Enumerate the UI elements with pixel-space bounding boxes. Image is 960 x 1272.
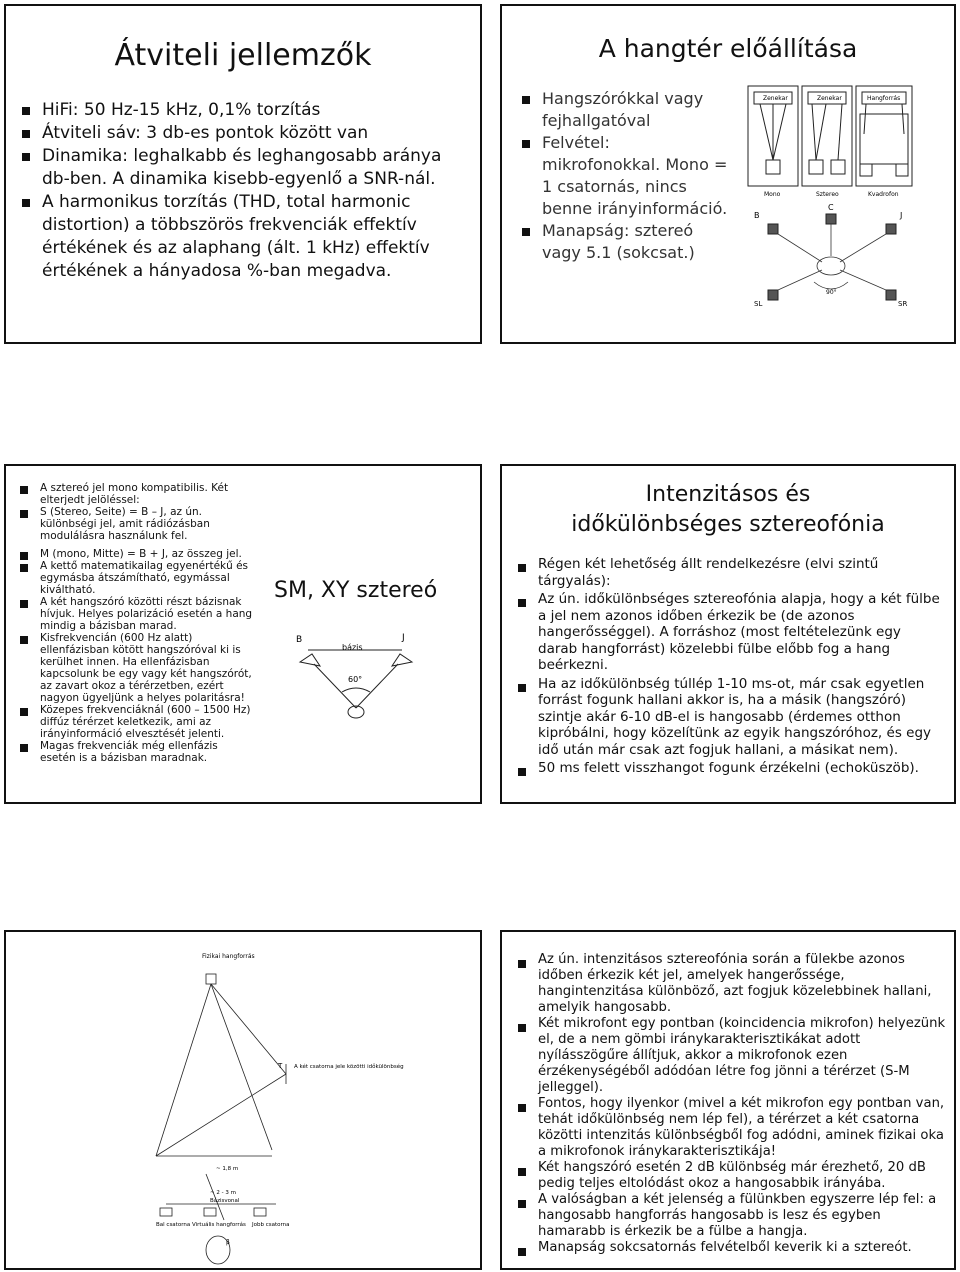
slide-6: [500, 930, 956, 1270]
label-source: Fizikai hangforrás: [202, 953, 255, 960]
list-item: Az ún. intenzitásos sztereofónia során a fülekbe azonos időben érkezik két jel, amelyek hangerőssége, hangintenzitása különböző, azt fogjuk közelebbinek hallani, amelyik hangosabb.: [516, 952, 946, 1016]
list-item: A két hangszóró közötti részt bázisnak hívjuk. Helyes polarizáció esetén a hang mindig a bázisban marad.: [18, 596, 254, 632]
bullet-list: [20, 99, 470, 283]
box-label: Zenekar: [763, 95, 788, 102]
list-item: Két mikrofont egy pontban (koincidencia mikrofon) helyezünk el, de a nem gömbi iránykarakterisztikákat adott nyílásszögűre állítjuk, akkor a mikrofonok ezen érzékenységéből adódóan létre fog jönni a térérzet (S-M jelleggel).: [516, 1016, 946, 1096]
label-sr: SR: [898, 300, 908, 308]
label-center: C: [828, 203, 834, 212]
angle-label: 60°: [348, 675, 363, 684]
list-item: HiFi: 50 Hz-15 kHz, 0,1% torzítás: [20, 99, 470, 122]
slide-2: [500, 4, 956, 344]
label-left: B: [296, 635, 303, 645]
slide-4: [500, 464, 956, 804]
list-item: A harmonikus torzítás (THD, total harmonic distortion) a többszörös frekvenciák effektív értékének és az alaphang (ált. 1 kHz) effektív értékének a hányadosa %-ban megadva.: [20, 191, 470, 283]
label-right: J: [900, 211, 903, 220]
slide-1: [4, 4, 482, 344]
base-label: bázis: [342, 643, 363, 652]
label-left: B: [754, 211, 760, 220]
label-right-channel: Jobb csatorna: [252, 1222, 290, 1228]
bullet-list: [516, 952, 946, 1256]
slide-title: Átviteli jellemzők: [114, 38, 372, 73]
list-item: Felvétel: mikrofonokkal. Mono = 1 csatornás, nincs benne irányinformáció.: [520, 132, 730, 220]
list-item: Két hangszóró esetén 2 dB különbség már érezhető, 20 dB pedig teljes eltolódást okoz a hangosabbik irányába.: [516, 1160, 946, 1192]
list-item: Fontos, hogy ilyenkor (mivel a két mikrofon egy pontban van, tehát időkülönbség nem lép fel), a térérzet a két csatorna közötti intenzitás különbségből fog adódni, aminek fizikai oka a mikrofonok iránykarakterisztikája!: [516, 1096, 946, 1160]
speaker-setup-diagram: [746, 84, 916, 316]
list-item: 50 ms felett visszhangot fogunk érzékelni (echoküszöb).: [516, 760, 944, 777]
list-item: A kettő matematikailag egyenértékű és egymásba átszámítható, egymással kiváltható.: [18, 560, 254, 596]
bullet-list: [18, 482, 254, 764]
label-sl: SL: [754, 300, 763, 308]
box-label: Hangforrás: [867, 95, 901, 102]
slide-title: A hangtér előállítása: [598, 34, 858, 63]
label-t: T: [278, 1062, 283, 1070]
label-dist2: ~ 2 - 3 m: [210, 1190, 236, 1196]
list-item: Az ún. időkülönbséges sztereofónia alapja, hogy a két fülbe a jel nem azonos időben érkezik be (de azonos hangerősséggel). A forráshoz (most feltételezünk egy darab hangforrást) közelebbi fülbe előbb fog a hang beérkezni.: [516, 591, 944, 674]
bullet-list: [520, 88, 730, 264]
time-difference-diagram: [136, 944, 404, 1260]
list-item-text: S (Stereo, Seite) = B – J, az ún. különbségi jel, amit rádiózásban modulálásra használunk fel.: [40, 506, 210, 542]
label-time: A két csatorna jele közötti időkülönbség: [294, 1064, 404, 1070]
slide-3: [4, 464, 482, 804]
bullet-list: [516, 556, 944, 777]
list-item: [18, 548, 254, 560]
label-arrow: β: [226, 1239, 230, 1246]
caption: Sztereo: [816, 191, 839, 198]
label-base: Bázisvonal: [210, 1198, 240, 1204]
label-left-channel: Bal csatorna: [156, 1222, 191, 1228]
base-diagram: [292, 626, 422, 726]
caption: Mono: [764, 191, 781, 198]
list-item: Ha az időkülönbség túllép 1-10 ms-ot, már csak egyetlen forrást fogunk hallani akkor is, ha a másik (hangszóró) szintje akár 6-10 dB-el is hangosabb (érdemes otthon kipróbálni, hogy közelítünk az egyik hangszóróhoz, és egy idő után már csak azt fogjuk hallani, a másikat nem).: [516, 676, 944, 759]
angle-label: 90°: [826, 289, 837, 296]
list-item-text: M (mono, Mitte) = B + J, az összeg jel.: [40, 548, 242, 560]
list-item: Magas frekvenciák még ellenfázis esetén is a bázisban maradnak.: [18, 740, 254, 764]
list-item: Régen két lehetőség állt rendelkezésre (elvi szintű tárgyalás):: [516, 556, 944, 589]
caption: Kvadrofon: [868, 191, 899, 198]
label-virtual: Virtuális hangforrás: [192, 1222, 246, 1228]
list-item: A valóságban a két jelenség a fülünkben egyszerre lép fel: a hangosabb hangforrás hangosabb is lesz és egyben hamarabb is érkezik be a fülbe a hangja.: [516, 1192, 946, 1240]
list-item: Manapság: sztereó vagy 5.1 (sokcsat.): [520, 220, 730, 264]
list-item: Közepes frekvenciáknál (600 – 1500 Hz) diffúz térérzet keletkezik, ami az irányinformáció elvesztését jelenti.: [18, 704, 254, 740]
slide-5: [4, 930, 482, 1270]
list-item: A sztereó jel mono kompatibilis. Két elterjedt jelöléssel:: [18, 482, 254, 506]
list-item: Átviteli sáv: 3 db-es pontok között van: [20, 122, 470, 145]
slide-title: Intenzitásos és időkülönbséges sztereofónia: [571, 482, 885, 537]
label-right: J: [402, 633, 405, 643]
list-item: Dinamika: leghalkabb és leghangosabb aránya db-ben. A dinamika kisebb-egyenlő a SNR-nál.: [20, 145, 470, 191]
list-item: Kisfrekvencián (600 Hz alatt) ellenfázisban kötött hangszóróval ki is kerülhet innen. Ha ellenfázisban kapcsolunk be egy vagy két hangszórót, az zavart okoz a térérzetben, ezért nagyon ügyeljünk a helyes polaritásra!: [18, 632, 254, 704]
label-dist1: ~ 1,8 m: [216, 1166, 239, 1172]
slide-heading: SM, XY sztereó: [274, 578, 438, 603]
list-item: Manapság sokcsatornás felvételből keverik ki a sztereót.: [516, 1240, 946, 1256]
list-item: Hangszórókkal vagy fejhallgatóval: [520, 88, 730, 132]
box-label: Zenekar: [817, 95, 842, 102]
